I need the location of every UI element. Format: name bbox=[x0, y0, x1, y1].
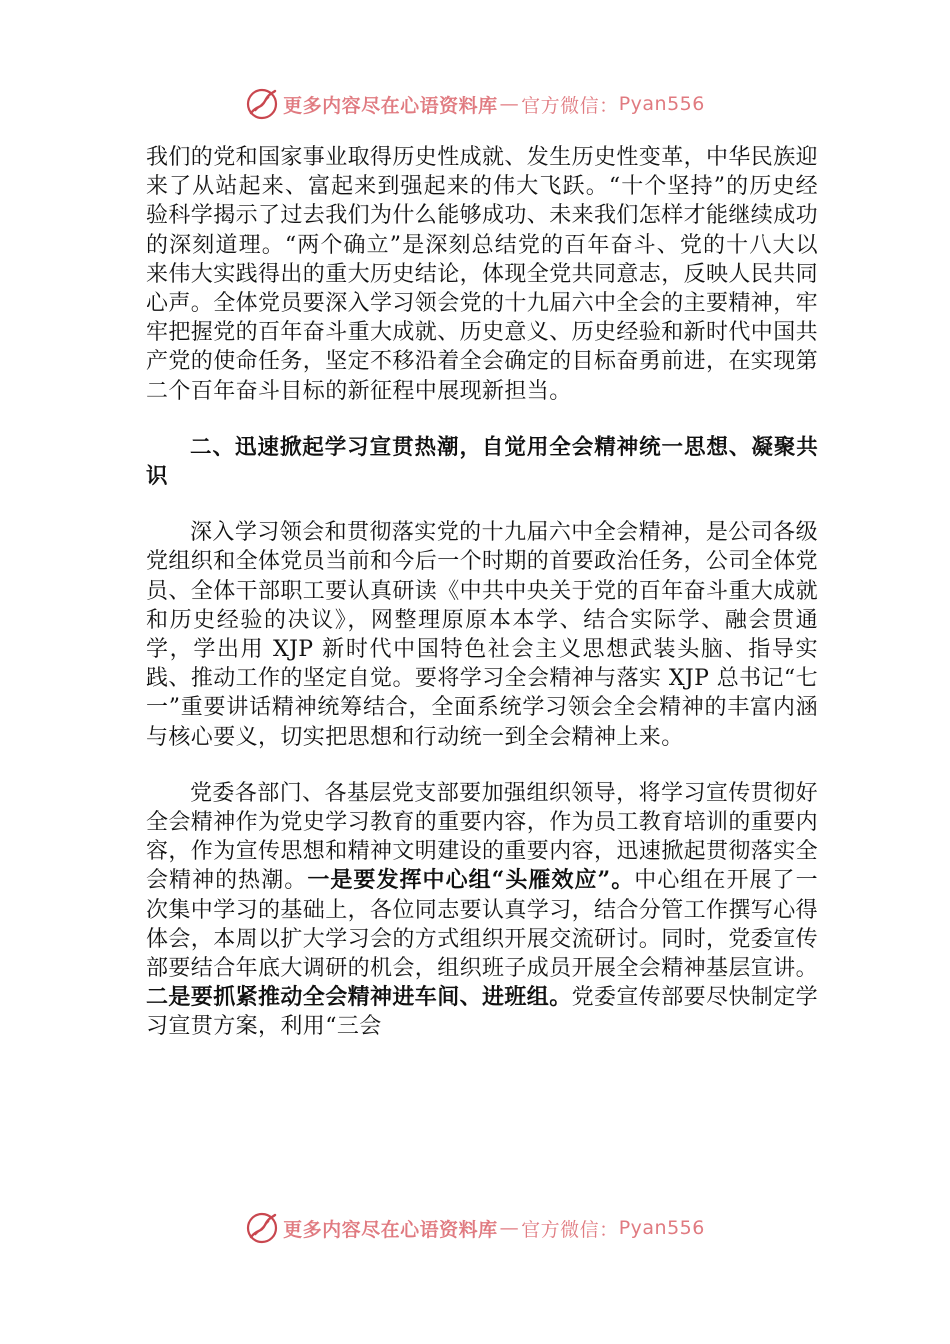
watermark-separator: — bbox=[499, 1217, 520, 1239]
watermark-text: 更多内容尽在心语资料库 bbox=[283, 94, 498, 117]
watermark-text: 更多内容尽在心语资料库 bbox=[283, 1218, 498, 1241]
paragraph-3-bold-1: 一是要发挥中心组“头雁效应”。 bbox=[307, 867, 635, 894]
footer-watermark bbox=[0, 1208, 950, 1248]
paragraph-3-text-1: 党委各部门、各基层党支部要加强组织领导，将学习宣传贯彻好全会精神作为党史学习教育的重要内容，作为员工教育培训的重要内容，作为宣传思想和精神文明建设的重要内容，迅速掀起贯彻落实全会精神的热潮。 bbox=[146, 780, 819, 894]
document-body bbox=[146, 143, 818, 1042]
watermark-id: Pyan556 bbox=[618, 93, 705, 115]
watermark-label: 官方微信： bbox=[521, 94, 619, 117]
paragraph-3-text-2: 中心组在开展了一次集中学习的基础上，各位同志要认真学习，结合分管工作撰写心得体会，本周以扩大学习会的方式组织开展交流研讨。同时，党委宣传部要结合年底大调研的机会，组织班子成员开展全会精神基层宣讲。 bbox=[146, 868, 819, 982]
section-heading-2: 二、迅速掀起学习宣贯热潮，自觉用全会精神统一思想、凝聚共识 bbox=[146, 434, 818, 490]
paragraph-3-text-3: 党委宣传部要尽快制定学习宣贯方案，利用“三会 bbox=[146, 985, 819, 1040]
pen-signature-icon bbox=[245, 87, 279, 121]
paragraph-3 bbox=[146, 779, 818, 1042]
header-watermark bbox=[0, 84, 950, 124]
watermark-separator: — bbox=[499, 93, 520, 115]
pen-signature-icon bbox=[245, 1211, 279, 1245]
watermark-id: Pyan556 bbox=[618, 1217, 705, 1239]
watermark-label: 官方微信： bbox=[521, 1218, 619, 1241]
paragraph-3-bold-2: 二是要抓紧推动全会精神进车间、进班组。 bbox=[146, 984, 572, 1011]
paragraph-1: 我们的党和国家事业取得历史性成就、发生历史性变革，中华民族迎来了从站起来、富起来到强起来的伟大飞跃。“十个坚持”的历史经验科学揭示了过去我们为什么能够成功、未来我们怎样才能继续成功的深刻道理。“两个确立”是深刻总结党的百年奋斗、党的十八大以来伟大实践得出的重大历史结论，体现全党共同意志，反映人民共同心声。全体党员要深入学习领会党的十九届六中全会的主要精神，牢牢把握党的百年奋斗重大成就、历史意义、历史经验和新时代中国共产党的使命任务，坚定不移沿着全会确定的目标奋勇前进，在实现第二个百年奋斗目标的新征程中展现新担当。 bbox=[146, 145, 819, 404]
paragraph-2: 深入学习领会和贯彻落实党的十九届六中全会精神，是公司各级党组织和全体党员当前和今后一个时期的首要政治任务，公司全体党员、全体干部职工要认真研读《中共中央关于党的百年奋斗重大成就和历史经验的决议》，网整理原原本本学、结合实际学、融会贯通学，学出用 XJP 新时代中国特色社会主义思想武装头脑、指导实践、推动工作的坚定自觉。要将学习全会精神与落实 XJP 总书记“七一”重要讲话精神统筹结合，全面系统学习领会全会精神的丰富内涵与核心要义，切实把思想和行动统一到全会精神上来。 bbox=[146, 520, 819, 750]
